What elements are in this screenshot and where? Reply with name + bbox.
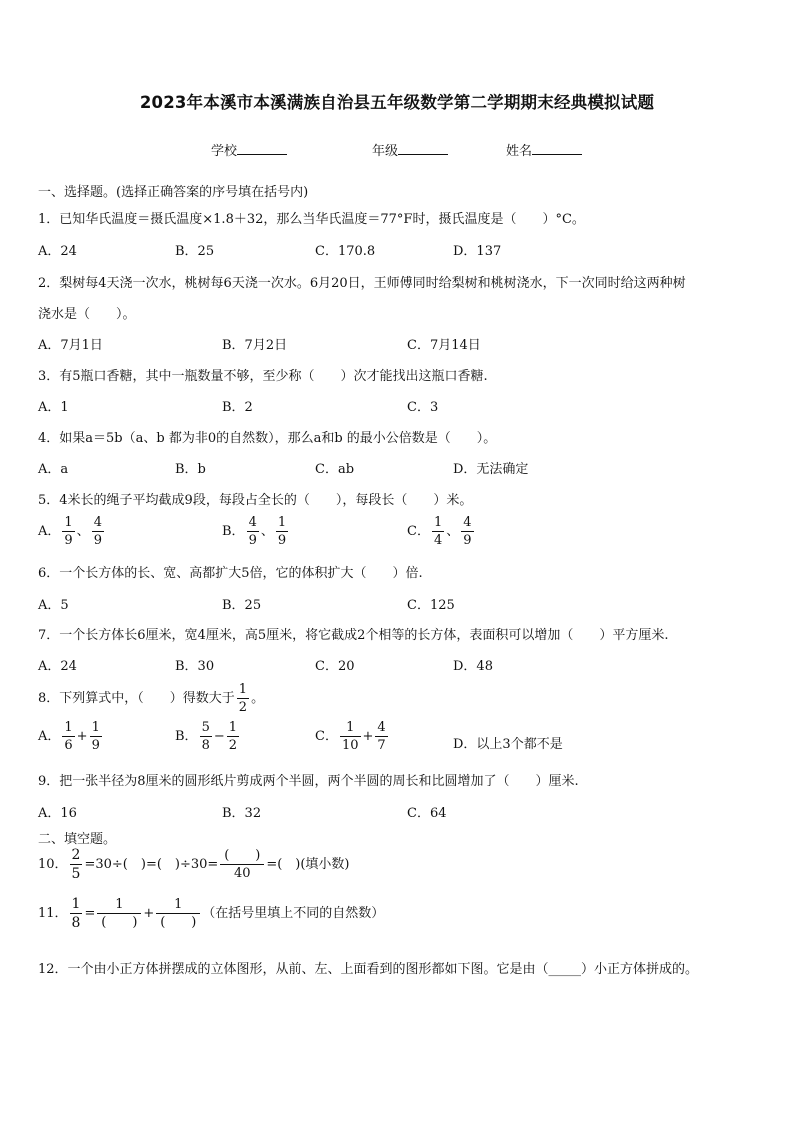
fraction-numerator: 4	[377, 720, 386, 735]
q9-option-a: A．16	[38, 806, 77, 821]
q10-tail: =( )(填小数)	[266, 857, 350, 872]
fraction	[276, 516, 288, 547]
fraction-numerator: 5	[201, 720, 210, 735]
grade-blank[interactable]	[398, 142, 448, 155]
grade-label: 年级	[372, 144, 399, 159]
q3-option-b: B．2	[222, 400, 253, 415]
q8-a-label: A．	[38, 729, 61, 744]
fraction-denominator: 7	[377, 738, 386, 753]
q4-option-a: A．a	[38, 462, 69, 477]
q4-option-b: B．b	[175, 462, 206, 477]
q9-option-c: C．64	[407, 806, 447, 821]
q10-equation: =30÷( )=( )÷30=	[84, 857, 219, 872]
fraction-denominator: 9	[277, 533, 287, 548]
q2-option-c: C．7月14日	[407, 338, 481, 353]
q8-text	[38, 683, 264, 714]
fraction-numerator: 4	[463, 515, 472, 530]
q12-text: 12．一个由小正方体拼摆成的立体图形，从前、左、上面看到的图形都如下图。它是由（_____）小正方体拼成的。	[38, 962, 699, 977]
fraction	[62, 721, 74, 752]
q5-a-label: A．	[38, 524, 61, 539]
fraction-numerator: 1	[433, 515, 443, 530]
fraction-numerator: 1	[174, 897, 183, 912]
q10-line	[38, 848, 350, 881]
operator: −	[213, 729, 225, 744]
fraction	[461, 516, 473, 547]
fraction	[227, 721, 239, 752]
fraction-denominator: 4	[433, 533, 443, 548]
q2-option-b: B．7月2日	[222, 338, 288, 353]
section2-heading: 二、填空题。	[38, 832, 117, 847]
q8-option-d: D．以上3个都不是	[453, 737, 563, 752]
fraction-numerator-blank[interactable]: ( )	[224, 848, 261, 863]
fraction-denominator: 8	[201, 738, 210, 753]
q8-option-a	[38, 721, 104, 752]
fraction-numerator: 1	[238, 682, 248, 697]
fraction	[247, 516, 259, 547]
fraction-denominator: 6	[64, 738, 73, 753]
fraction	[340, 721, 361, 752]
q5-text: 5．4米长的绳子平均截成9段，每段占全长的（ ），每段长（ ）米。	[38, 493, 473, 508]
q1-option-b: B．25	[175, 244, 215, 259]
fraction	[375, 721, 387, 752]
separator: 、	[76, 524, 90, 539]
q6-option-c: C．125	[407, 598, 455, 613]
separator: 、	[446, 524, 460, 539]
separator: 、	[260, 524, 274, 539]
fraction-numerator: 1	[91, 720, 100, 735]
fraction-denominator-blank[interactable]: ( )	[97, 913, 141, 929]
q7-option-b: B．30	[175, 659, 215, 674]
plus-sign: +	[143, 906, 155, 921]
q8-text-post: 。	[251, 691, 265, 706]
fraction	[70, 897, 83, 930]
fraction-denominator: 8	[71, 915, 81, 931]
q11-number: 11．	[38, 906, 68, 921]
fraction-denominator: 10	[341, 738, 359, 753]
q2-text-line1: 2．梨树每4天浇一次水，桃树每6天浇一次水。6月20日，王师傅同时给梨树和桃树浇水，下一次同时给这两种树	[38, 276, 686, 291]
school-label: 学校	[211, 144, 238, 159]
page-title: 2023年本溪市本溪满族自治县五年级数学第二学期期末经典模拟试题	[139, 93, 655, 112]
fraction-numerator: 1	[228, 720, 238, 735]
fraction-denominator: 9	[463, 533, 472, 548]
fraction-denominator: 5	[71, 866, 81, 882]
q8-text-pre: 8．下列算式中，（ ）得数大于	[38, 691, 235, 706]
q9-text: 9．把一张半径为8厘米的圆形纸片剪成两个半圆，两个半圆的周长和比圆增加了（ ）厘米.	[38, 774, 579, 789]
fraction-denominator: 2	[238, 700, 248, 715]
q2-option-a: A．7月1日	[38, 338, 103, 353]
fraction-denominator: 9	[248, 533, 257, 548]
fraction-numerator: 1	[64, 720, 73, 735]
q1-text: 1．已知华氏温度＝摄氏温度×1.8＋32，那么当华氏温度＝77°F时，摄氏温度是（ ）°C。	[38, 212, 585, 227]
section1-heading: 一、选择题。(选择正确答案的序号填在括号内)	[38, 185, 309, 200]
q7-option-a: A．24	[38, 659, 77, 674]
fraction	[92, 516, 104, 547]
fraction	[237, 683, 249, 714]
fraction-denominator: 2	[228, 738, 238, 753]
q8-option-b	[175, 721, 241, 752]
q5-c-label: C．	[407, 524, 430, 539]
q11-line	[38, 897, 384, 930]
school-blank[interactable]	[237, 142, 287, 155]
school-field	[211, 140, 287, 159]
fraction-denominator: 9	[93, 533, 102, 548]
fraction	[70, 848, 83, 881]
fraction-numerator: 1	[115, 897, 124, 912]
fraction-numerator: 1	[346, 720, 355, 735]
q4-text: 4．如果a＝5b（a、b 都为非0的自然数），那么a和b 的最小公倍数是（ ）。	[38, 431, 497, 446]
name-label: 姓名	[506, 144, 533, 159]
q5-option-a	[38, 516, 106, 547]
fraction-numerator: 4	[248, 515, 257, 530]
operator: +	[362, 729, 374, 744]
operator: +	[76, 729, 88, 744]
fraction	[200, 721, 212, 752]
grade-field	[372, 140, 448, 159]
q1-option-d: D．137	[453, 244, 502, 259]
fraction-numerator: 1	[277, 515, 287, 530]
q7-option-d: D．48	[453, 659, 493, 674]
q7-option-c: C．20	[315, 659, 355, 674]
fraction	[156, 898, 200, 929]
q1-option-a: A．24	[38, 244, 77, 259]
q5-b-label: B．	[222, 524, 245, 539]
q6-option-b: B．25	[222, 598, 262, 613]
name-field	[506, 140, 582, 159]
q7-text: 7．一个长方体长6厘米，宽4厘米，高5厘米，将它截成2个相等的长方体，表面积可以增加（ ）平方厘米.	[38, 628, 669, 643]
q3-option-a: A．1	[38, 400, 69, 415]
q1-option-c: C．170.8	[315, 244, 376, 259]
fraction-numerator: 4	[93, 515, 102, 530]
q2-text-line2: 浇水是（ ）。	[38, 307, 136, 322]
q8-b-label: B．	[175, 729, 198, 744]
fraction-numerator: 1	[71, 896, 81, 912]
fraction	[90, 721, 102, 752]
q4-option-c: C．ab	[315, 462, 355, 477]
q8-option-c	[315, 721, 390, 752]
fraction	[220, 849, 264, 880]
q6-text: 6．一个长方体的长、宽、高都扩大5倍，它的体积扩大（ ）倍.	[38, 566, 423, 581]
q3-text: 3．有5瓶口香糖，其中一瓶数量不够，至少称（ ）次才能找出这瓶口香糖.	[38, 369, 488, 384]
fraction-denominator: 40	[220, 864, 264, 880]
fraction	[432, 516, 444, 547]
fraction	[97, 898, 141, 929]
q3-option-c: C．3	[407, 400, 439, 415]
equals-sign: =	[84, 906, 96, 921]
q4-option-d: D．无法确定	[453, 462, 529, 477]
q8-c-label: C．	[315, 729, 338, 744]
fraction-numerator: 1	[64, 515, 73, 530]
fraction-denominator-blank[interactable]: ( )	[156, 913, 200, 929]
q11-note: （在括号里填上不同的自然数）	[202, 906, 385, 921]
q5-option-b	[222, 516, 290, 547]
fraction-denominator: 9	[64, 533, 73, 548]
fraction	[62, 516, 74, 547]
fraction-denominator: 9	[91, 738, 100, 753]
q9-option-b: B．32	[222, 806, 262, 821]
q10-number: 10．	[38, 857, 68, 872]
q5-option-c	[407, 516, 476, 547]
fraction-numerator: 2	[71, 847, 81, 863]
name-blank[interactable]	[532, 142, 582, 155]
q6-option-a: A．5	[38, 598, 69, 613]
